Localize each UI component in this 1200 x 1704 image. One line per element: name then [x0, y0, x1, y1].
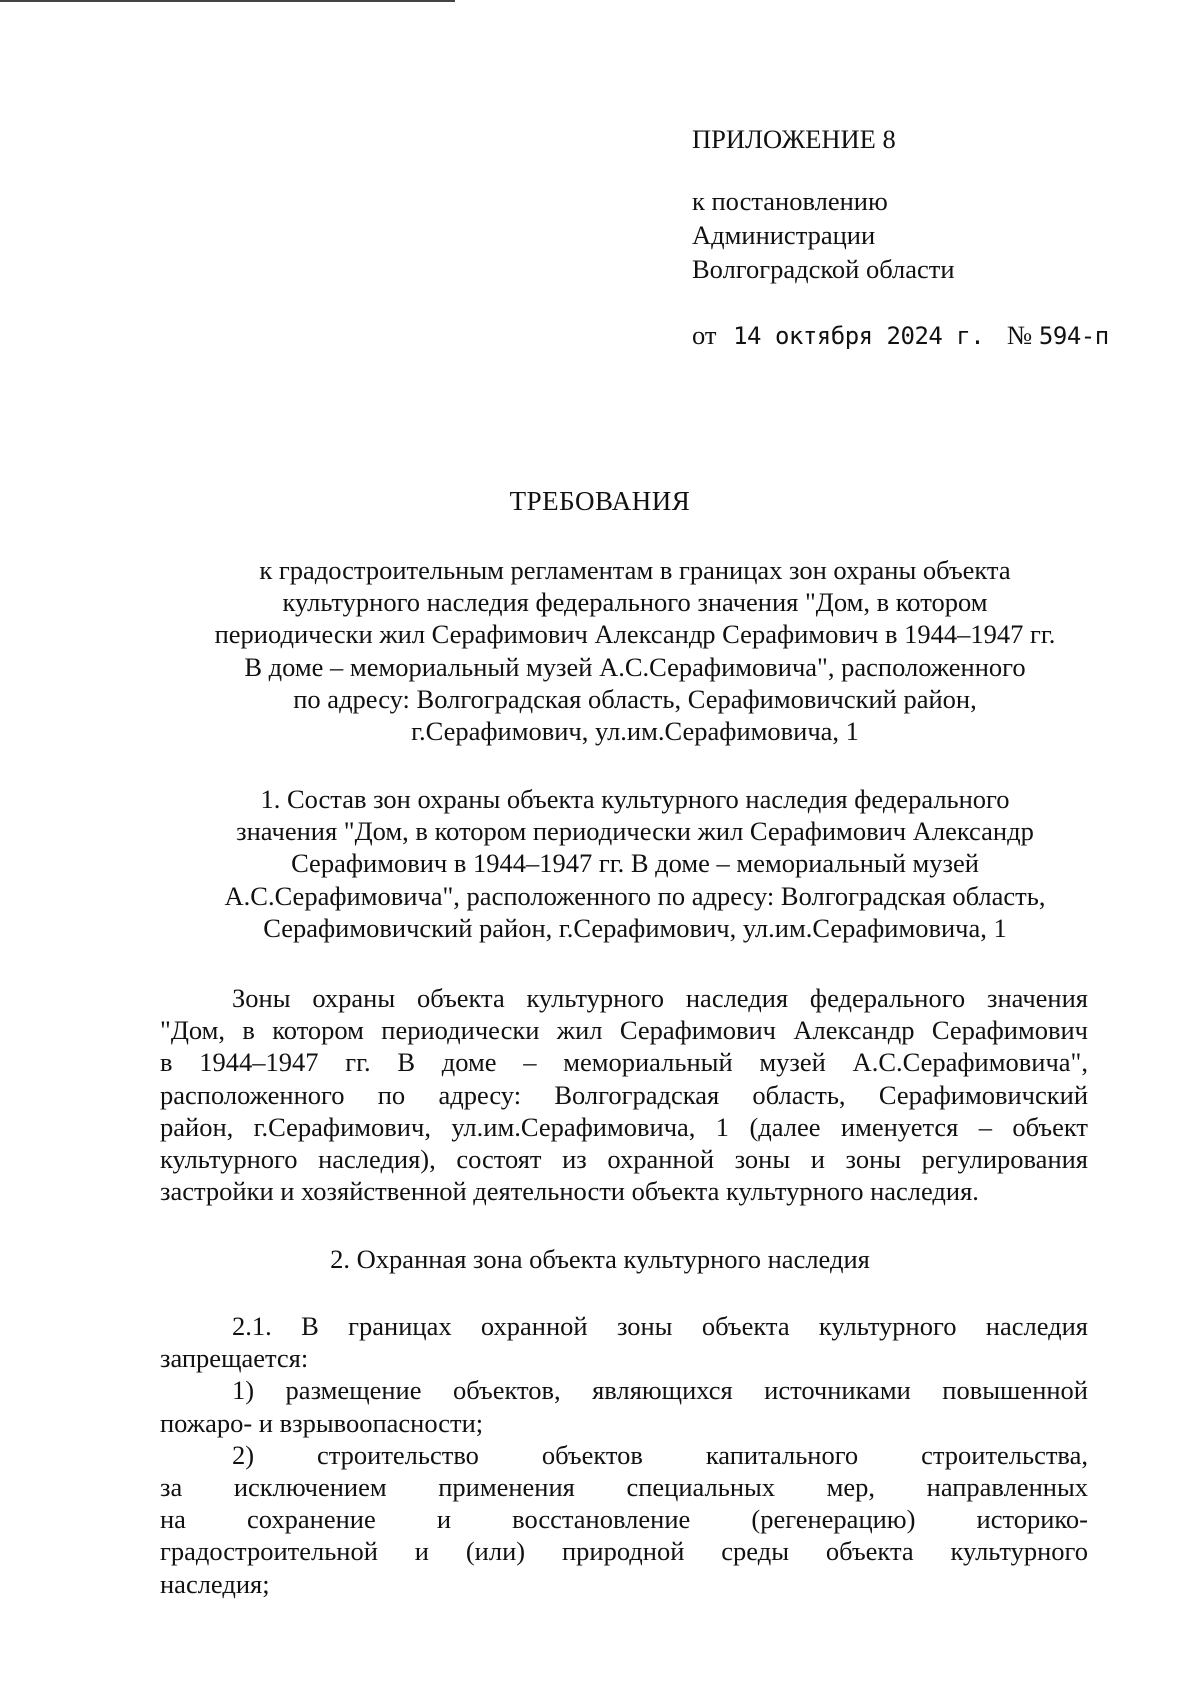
clause-line: запрещается:	[160, 1343, 309, 1374]
clause-line: 2.1. В границах охранной зоны объекта культурного наследия	[232, 1311, 1088, 1341]
section-heading-line: 1. Состав зон охраны объекта культурного наследия федерального	[260, 784, 1010, 814]
decree-number: 594-п	[1038, 322, 1109, 350]
subtitle-line: культурного наследия федерального значения "Дом, в котором	[282, 587, 988, 618]
decree-date-line	[692, 318, 1112, 353]
section-heading-line: А.С.Серафимовича", расположенного по адресу: Волгоградская область,	[224, 880, 1046, 911]
number-sign: №	[1007, 320, 1033, 350]
decree-date: 14 октября 2024 г.	[733, 322, 985, 350]
date-prefix: от	[692, 320, 717, 350]
paragraph-line: в 1944–1947 гг. В доме – мемориальный музей А.С.Серафимовича",	[160, 1047, 1088, 1078]
paragraph-line: культурного наследия), состоят из охранной зоны и зоны регулирования	[160, 1143, 1088, 1174]
subtitle-line: по адресу: Волгоградская область, Серафимовичский район,	[293, 683, 977, 714]
section-1-heading	[150, 783, 1120, 944]
decree-number-group	[1007, 318, 1109, 353]
clause-line: пожаро- и взрывоопасности;	[160, 1407, 484, 1438]
clause-line: градостроительной и (или) природной среды объекта культурного	[160, 1536, 1088, 1567]
paragraph-line: район, г.Серафимович, ул.им.Серафимовича, 1 (далее именуется – объект	[160, 1111, 1088, 1142]
paragraph-line: "Дом, в котором периодически жил Серафимович Александр Серафимович	[160, 1015, 1088, 1046]
subtitle-line: г.Серафимович, ул.им.Серафимовича, 1	[411, 716, 859, 747]
paragraph-line: застройки и хозяйственной деятельности объекта культурного наследия.	[160, 1176, 979, 1207]
subtitle-line: В доме – мемориальный музей А.С.Серафимовича", расположенного	[244, 651, 1026, 682]
subtitle-line: периодически жил Серафимович Александр Серафимович в 1944–1947 гг.	[214, 619, 1056, 650]
clause-line: на сохранение и восстановление (регенерацию) историко-	[160, 1504, 1088, 1535]
clause-line: 2) строительство объектов капитального строительства,	[232, 1439, 1088, 1470]
section-heading-line: Серафимовичский район, г.Серафимович, ул.им.Серафимовича, 1	[263, 912, 1007, 943]
top-edge-rule	[0, 0, 455, 2]
section-heading-line: значения "Дом, в котором периодически жил Серафимович Александр	[236, 816, 1034, 847]
paragraph-line: расположенного по адресу: Волгоградская область, Серафимовичский	[160, 1079, 1088, 1110]
paragraph-line: Зоны охраны объекта культурного наследия федерального значения	[232, 983, 1088, 1013]
clause-line: за исключением применения специальных мер, направленных	[160, 1471, 1088, 1502]
document-title: ТРЕБОВАНИЯ	[509, 486, 691, 516]
attachment-line: к постановлению	[692, 186, 888, 216]
section-2-heading: 2. Охранная зона объекта культурного наследия	[330, 1244, 870, 1274]
subtitle-line: к градостроительным регламентам в границах зон охраны объекта	[259, 555, 1011, 585]
attachment-line: Администрации	[692, 220, 876, 250]
clause-line: 1) размещение объектов, являющихся источниками повышенной	[232, 1375, 1088, 1406]
clause-line: наследия;	[160, 1568, 270, 1599]
document-subtitle	[150, 554, 1120, 747]
attachment-block	[692, 122, 955, 286]
attachment-line: Волгоградской области	[692, 254, 955, 284]
attachment-heading: ПРИЛОЖЕНИЕ 8	[692, 124, 896, 154]
section-2-text	[160, 1310, 1088, 1600]
section-heading-line: Серафимович в 1944–1947 гг. В доме – мемориальный музей	[291, 848, 979, 879]
section-1-paragraph	[160, 982, 1088, 1207]
